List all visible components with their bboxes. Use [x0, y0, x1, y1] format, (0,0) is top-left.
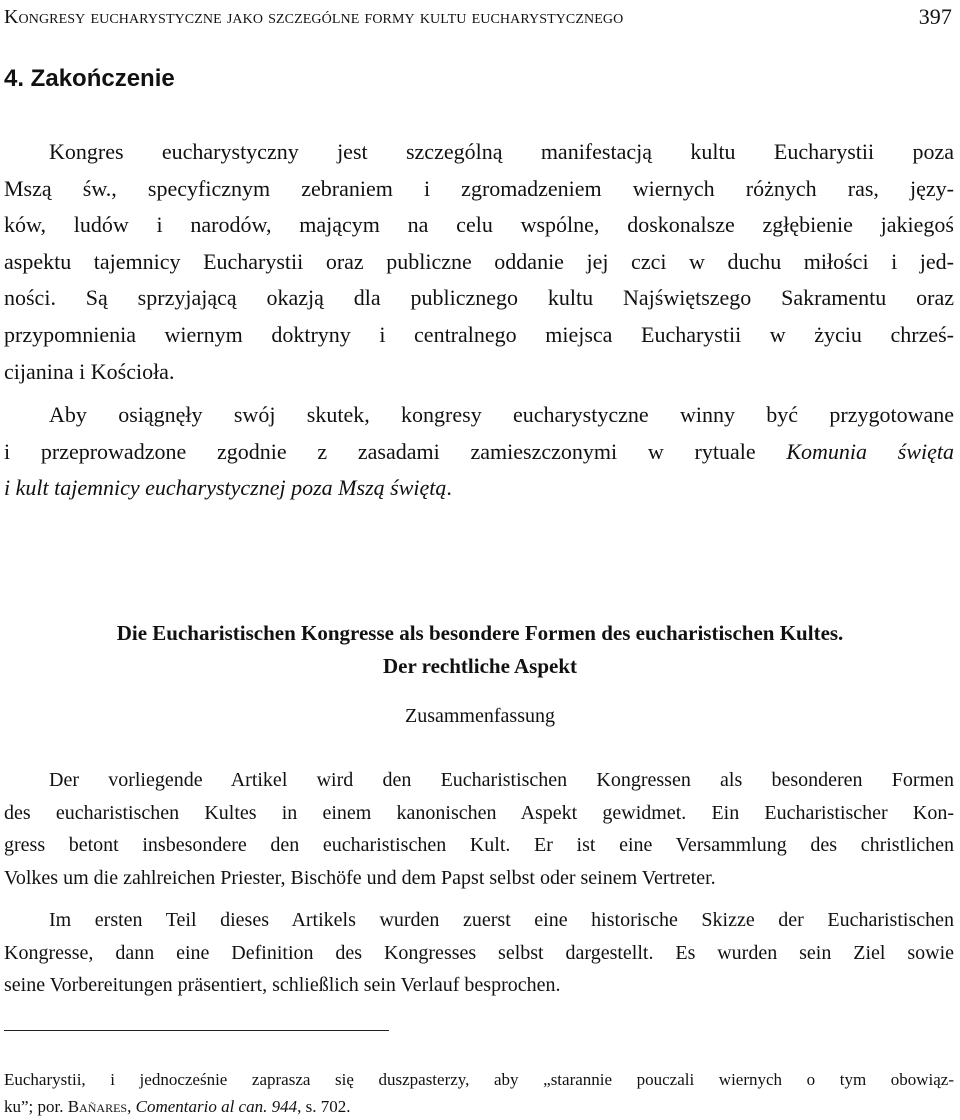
paragraph-line: Mszą św., specyficznym zebraniem i zgromadzeniem wiernych różnych ras, języ- [4, 175, 954, 201]
paragraph-line: aspektu tajemnicy Eucharystii oraz publiczne oddanie jej czci w duchu miłości i jed- [4, 248, 954, 274]
paragraph-line: Kongres eucharystyczny jest szczególną manifestacją kultu Eucharystii poza [49, 139, 954, 164]
footnote-page: , s. 702. [297, 1097, 351, 1116]
summary-title-line-1: Die Eucharistischen Kongresse als besondere Formen des eucharistischen Kultes. [116, 621, 844, 645]
summary-line: gress betont insbesondere den eucharistischen Kult. Er ist eine Versammlung des christlichen [4, 834, 954, 856]
footnote [4, 1066, 954, 1120]
paragraph-line: ków, ludów i narodów, mającym na celu wspólne, doskonalsze zgłębienie jakiegoś [4, 212, 954, 238]
footnote-rule [4, 1030, 389, 1031]
paragraph-text: . [446, 475, 452, 501]
summary-line: Im ersten Teil dieses Artikels wurden zuerst eine historische Skizze der Eucharistischen [49, 909, 954, 931]
summary-title-line-2: Der rechtliche Aspekt [382, 654, 578, 678]
paragraph-line: cijanina i Kościoła. [4, 358, 175, 384]
section-heading: 4. Zakończenie [4, 65, 175, 92]
summary-paragraph-2 [4, 904, 954, 1002]
paragraph-line [4, 434, 954, 471]
cited-work: Comentario al can. 944 [135, 1097, 298, 1116]
paragraph-line: przypomnienia wiernym doktryny i centralnego miejsca Eucharystii w życiu chrześ- [4, 321, 954, 347]
summary-paragraph-1 [4, 764, 954, 894]
summary-line: des eucharistischen Kultes in einem kanonischen Aspekt gewidmet. Ein Eucharistischer Kon- [4, 801, 954, 824]
conclusion-paragraph-1 [4, 134, 954, 390]
summary-line: Volkes um die zahlreichen Priester, Bischöfe und dem Papst selbst oder seinem Vertreter. [4, 866, 716, 889]
running-head [4, 2, 956, 32]
footnote-separator: , [127, 1097, 136, 1116]
page-number: 397 [918, 4, 952, 29]
footnote-line: Eucharystii, i jednocześnie zaprasza się duszpasterzy, aby „starannie pouczali wiernych o tym obowiąz- [4, 1070, 954, 1089]
footnote-text: ku”; por. [4, 1097, 68, 1116]
paragraph-text: i przeprowadzone zgodnie z zasadami zamieszczonymi w rytuale [4, 438, 787, 464]
summary-label: Zusammenfassung [405, 705, 555, 727]
summary-line: Der vorliegende Artikel wird den Eucharistischen Kongressen als besonderen Formen [49, 769, 954, 791]
cited-author: Bañares [67, 1097, 128, 1116]
running-head-title: Kongresy eucharystyczne jako szczególne formy kultu eucharystycznego [4, 6, 624, 28]
paragraph-line: Aby osiągnęły swój skutek, kongresy eucharystyczne winny być przygotowane [49, 402, 954, 427]
ritual-title-part-2: i kult tajemnicy eucharystycznej poza Mszą świętą [4, 475, 447, 501]
summary-line: Kongresse, dann eine Definition des Kongresses selbst dargestellt. Es wurden sein Ziel sowie [4, 941, 954, 964]
footnote-line [4, 1093, 954, 1120]
ritual-title-part-1: Komunia święta [786, 438, 954, 464]
summary-line: seine Vorbereitungen präsentiert, schließlich sein Verlauf besprochen. [4, 974, 561, 996]
paragraph-line: ności. Są sprzyjającą okazją dla publicznego kultu Najświętszego Sakramentu oraz [4, 285, 954, 311]
conclusion-paragraph-2 [4, 397, 954, 507]
paragraph-line [4, 470, 954, 507]
